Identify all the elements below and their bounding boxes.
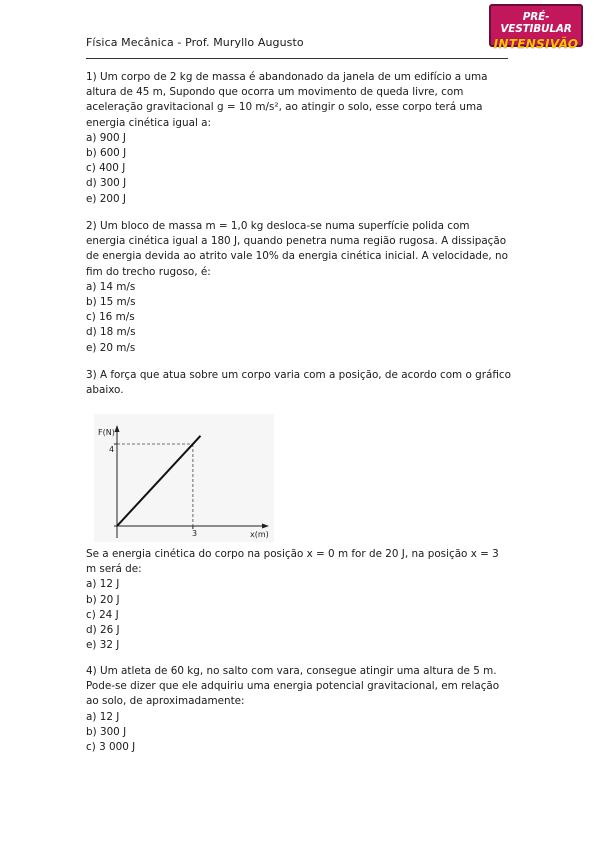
question-3 xyxy=(86,368,511,398)
question-4-options xyxy=(86,710,511,756)
option-e: e) 32 J xyxy=(86,639,120,652)
page-header-title: Física Mecânica - Prof. Muryllo Augusto xyxy=(86,36,304,49)
option-a: a) 900 J xyxy=(86,131,126,144)
question-1-text: 1) Um corpo de 2 kg de massa é abandonado da janela de um edifício a uma altura de 45 m, Supondo que ocorra um movimento de queda livre, com aceleração gravitacional g = 10 m/s², ao atingir o solo, esse corpo terá uma energia cinética igual a: xyxy=(86,71,488,129)
option-b: b) 20 J xyxy=(86,593,120,606)
option-b: b) 600 J xyxy=(86,147,127,160)
brand-logo xyxy=(489,4,583,51)
option-d: d) 26 J xyxy=(86,624,120,637)
x-tick-label: 3 xyxy=(192,529,198,538)
question-2 xyxy=(86,219,511,356)
logo-line-2: INTENSIVÃO xyxy=(493,37,579,51)
option-e: e) 20 m/s xyxy=(86,341,136,354)
option-b: b) 15 m/s xyxy=(86,296,136,309)
question-4 xyxy=(86,664,511,755)
question-2-text: 2) Um bloco de massa m = 1,0 kg desloca-se numa superfície polida com energia cinética igual a 180 J, quando penetra numa região rugosa. A dissipação de energia devida ao atrito vale 10% da energia cinética inicial. A velocidade, no fim do trecho rugoso, é: xyxy=(86,220,508,278)
x-axis-label: x(m) xyxy=(250,530,269,539)
question-4-text: 4) Um atleta de 60 kg, no salto com vara, consegue atingir uma altura de 5 m. Pode-se dizer que ele adquiriu uma energia potencial gravitacional, em relação ao solo, de aproximadamente: xyxy=(86,665,500,708)
option-c: c) 16 m/s xyxy=(86,311,135,324)
question-2-options xyxy=(86,280,511,356)
question-3-text-after: Se a energia cinética do corpo na posição x = 0 m for de 20 J, na posição x = 3 m será de: xyxy=(86,548,499,576)
option-d: d) 300 J xyxy=(86,177,127,190)
y-axis-arrow xyxy=(115,425,120,432)
question-3-options xyxy=(86,577,511,653)
graph-svg xyxy=(94,414,274,542)
question-3-continuation xyxy=(86,547,511,653)
question-3-text: 3) A força que atua sobre um corpo varia com a posição, de acordo com o gráfico abaixo. xyxy=(86,369,511,397)
y-axis-label: F(N) xyxy=(98,428,115,437)
question-1 xyxy=(86,70,511,207)
option-c: c) 400 J xyxy=(86,162,126,175)
option-a: a) 14 m/s xyxy=(86,280,136,293)
option-b: b) 300 J xyxy=(86,725,127,738)
force-position-graph xyxy=(94,414,274,542)
option-a: a) 12 J xyxy=(86,710,120,723)
logo-line-1: PRÉ-VESTIBULAR xyxy=(500,11,572,35)
option-d: d) 18 m/s xyxy=(86,326,136,339)
question-1-options xyxy=(86,131,511,207)
series-line-force xyxy=(117,436,200,526)
y-tick-label: 4 xyxy=(109,445,115,454)
option-a: a) 12 J xyxy=(86,578,120,591)
option-c: c) 3 000 J xyxy=(86,741,136,754)
option-c: c) 24 J xyxy=(86,608,119,621)
option-e: e) 200 J xyxy=(86,192,126,205)
header-divider xyxy=(86,58,508,59)
x-axis-arrow xyxy=(262,524,269,529)
